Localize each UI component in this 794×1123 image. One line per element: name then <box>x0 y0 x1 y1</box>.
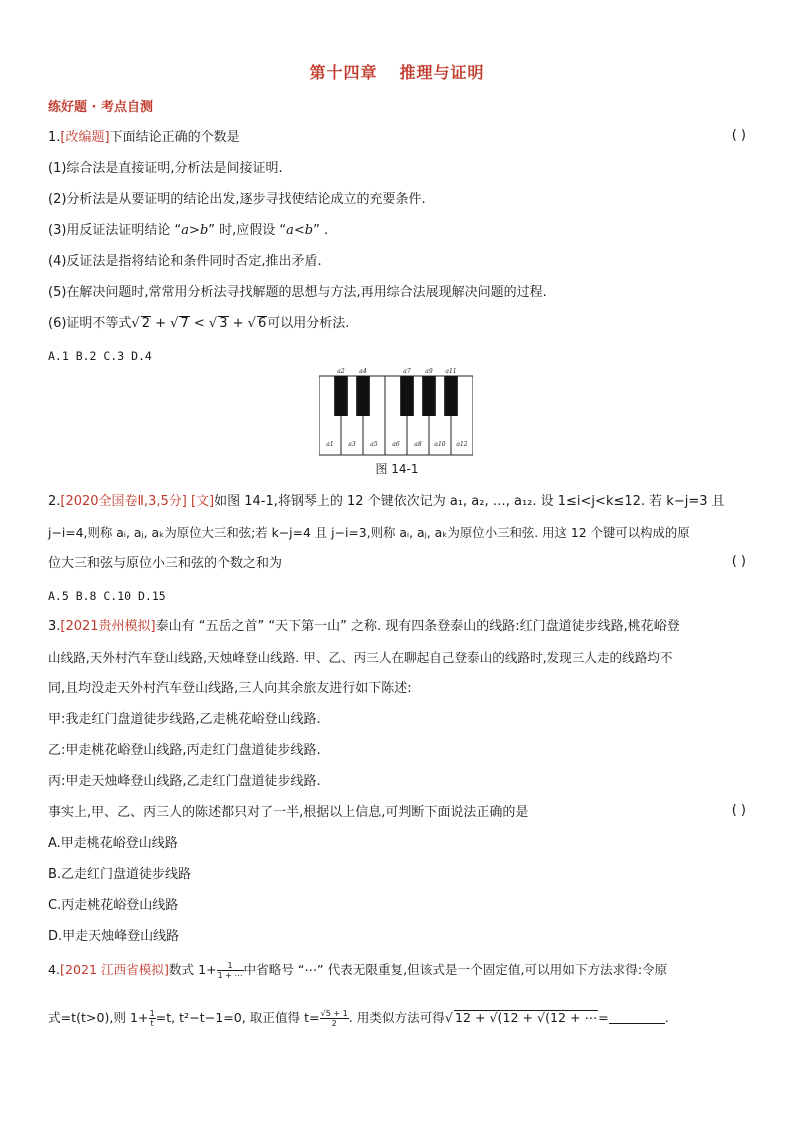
key-label: a12 <box>456 441 468 448</box>
chapter-title <box>0 60 794 83</box>
black-key <box>400 376 414 416</box>
period: . <box>664 1010 669 1025</box>
section-heading: 练好题 · 考点自测 <box>48 100 153 115</box>
q2-number: 2. <box>48 494 61 509</box>
q1-s3-expr: a>b <box>181 223 209 238</box>
q2-options: A.5 B.8 C.10 D.15 <box>48 589 166 603</box>
q4-text: =t, t²−t−1=0, 取正值得 t= <box>155 1010 320 1025</box>
q1-statement-1: (1)综合法是直接证明,分析法是间接证明. <box>48 161 283 176</box>
piano-keyboard-figure <box>319 364 473 456</box>
q1-s6-text: 可以用分析法. <box>267 316 350 331</box>
q2-line-2: j−i=4,则称 aᵢ, aⱼ, aₖ为原位大三和弦;若 k−j=4 且 j−i=3,则称 aᵢ, aⱼ, aₖ为原位小三和弦. 用这 12 个键可以构成的原 <box>48 525 690 540</box>
q4-fraction-3 <box>320 1009 349 1028</box>
q1-s3-part: ” . <box>313 223 329 238</box>
q4-number: 4. <box>48 962 61 977</box>
q1-s6-text: (6)证明不等式 <box>48 316 132 331</box>
q3-statement-bing: 丙:甲走天烛峰登山线路,乙走红门盘道徒步线路. <box>48 774 321 789</box>
q1-statement-6: (6)证明不等式√ 2 + √ 7 < √ 3 + √ 6可以用分析法. <box>48 316 350 331</box>
q1-stem <box>48 128 746 148</box>
q3-option-a: A.甲走桃花峪登山线路 <box>48 836 178 851</box>
q4-text: 数式 1+ <box>168 962 217 977</box>
piano-svg <box>319 364 473 456</box>
key-label: a7 <box>403 368 411 375</box>
numerator: 1 <box>217 961 244 971</box>
less-than-sign: < <box>189 316 209 331</box>
radicand: 3 <box>219 316 228 331</box>
denominator: t <box>150 1019 154 1028</box>
radicand: 6 <box>257 316 267 331</box>
q4-fraction-1 <box>217 961 244 980</box>
q2-line-1 <box>48 492 746 512</box>
q1-s3-part: (3)用反证法证明结论 “ <box>48 223 182 238</box>
key-label: a10 <box>434 441 446 448</box>
numerator: 1 <box>149 1009 155 1018</box>
key-label: a2 <box>337 368 345 375</box>
q1-stem-text: 下面结论正确的个数是 <box>109 130 240 145</box>
key-label: a5 <box>370 441 378 448</box>
plus-sign: + <box>151 316 171 331</box>
q3-line-4: 事实上,甲、乙、丙三人的陈述都只对了一半,根据以上信息,可判断下面说法正确的是 <box>48 805 529 820</box>
numerator: √5 + 1 <box>320 1009 348 1018</box>
q1-s3-part: ” 时,应假设 “ <box>208 223 287 238</box>
q2-answer-paren: ( ) <box>731 554 746 569</box>
black-key <box>444 376 458 416</box>
q3-line-3: 同,且均没走天外村汽车登山线路,三人向其余旅友进行如下陈述: <box>48 681 412 696</box>
q3-option-b: B.乙走红门盘道徒步线路 <box>48 867 192 882</box>
q2-text: 如图 14-1,将钢琴上的 12 个键依次记为 a₁, a₂, …, a₁₂. 设 1≤i<j<k≤12. 若 k−j=3 且 <box>214 494 725 509</box>
q1-statement-2: (2)分析法是从要证明的结论出发,逐步寻找使结论成立的充要条件. <box>48 192 426 207</box>
q3-statement-yi: 乙:甲走桃花峪登山线路,丙走红门盘道徒步线路. <box>48 743 321 758</box>
q1-answer-paren: ( ) <box>731 128 746 143</box>
equals-sign: = <box>598 1010 609 1025</box>
q2-line-3: 位大三和弦与原位小三和弦的个数之和为 <box>48 556 283 571</box>
q4-text: 中省略号 “⋯” 代表无限重复,但该式是一个固定值,可以用如下方法求得:令原 <box>243 962 668 977</box>
black-key <box>356 376 370 416</box>
radicand: 7 <box>180 316 189 331</box>
radicand: 2 <box>141 316 150 331</box>
q3-line-2: 山线路,天外村汽车登山线路,天烛峰登山线路. 甲、乙、丙三人在聊起自己登泰山的线路时,发现三人走的线路均不 <box>48 650 673 665</box>
chapter-number: 第十四章 <box>309 63 378 82</box>
q3-line-1 <box>48 617 746 637</box>
q1-options: A.1 B.2 C.3 D.4 <box>48 349 152 363</box>
q1-s3-expr: a<b <box>286 223 314 238</box>
key-label: a3 <box>348 441 356 448</box>
denominator: 1 + ⋯ <box>217 971 243 980</box>
q1-source: [改编题] <box>60 130 110 145</box>
key-label: a6 <box>392 441 400 448</box>
q3-answer-paren: ( ) <box>731 803 746 818</box>
q4-text: . 用类似方法可得 <box>348 1010 445 1025</box>
q3-statement-jia: 甲:我走红门盘道徒步线路,乙走桃花峪登山线路. <box>48 712 321 727</box>
q3-text: 泰山有 “五岳之首” “天下第一山” 之称. 现有四条登泰山的线路:红门盘道徒步线路,桃花峪登 <box>155 619 680 634</box>
q1-statement-4: (4)反证法是指将结论和条件同时否定,推出矛盾. <box>48 254 322 269</box>
answer-blank[interactable] <box>609 1011 665 1024</box>
q4-line-2: 式=t(t>0),则 1+ $\frac{1}{t}$ =t, t²−t−1=0, 取正值得 t= $\frac{√5 + 1}{2}$ . 用类似方法可得√ 12 + √(12 + √(12 + ⋯= . <box>48 1009 669 1028</box>
nested-radical: 12 + √(12 + √(12 + ⋯ <box>454 1010 598 1025</box>
q1-statement-3 <box>48 221 746 241</box>
q3-source: [2021贵州模拟] <box>60 619 156 634</box>
q4-fraction-2 <box>149 1009 156 1028</box>
key-label: a1 <box>326 441 334 448</box>
black-key <box>422 376 436 416</box>
key-label: a11 <box>445 368 457 375</box>
q3-option-c: C.丙走桃花峪登山线路 <box>48 898 179 913</box>
key-label: a9 <box>425 368 433 375</box>
plus-sign: + <box>228 316 248 331</box>
q3-option-d: D.甲走天烛峰登山线路 <box>48 929 180 944</box>
q3-number: 3. <box>48 619 61 634</box>
q4-source: [2021 江西省模拟] <box>60 962 169 977</box>
chapter-name: 推理与证明 <box>399 63 485 82</box>
figure-caption: 图 14-1 <box>375 462 419 476</box>
q4-line-1 <box>48 960 746 980</box>
black-key <box>334 376 348 416</box>
q1-number: 1. <box>48 130 61 145</box>
key-label: a8 <box>414 441 422 448</box>
q1-statement-5: (5)在解决问题时,常常用分析法寻找解题的思想与方法,再用综合法展现解决问题的过程. <box>48 285 547 300</box>
q4-text: 式=t(t>0),则 1+ <box>48 1010 149 1025</box>
denominator: 2 <box>331 1019 337 1028</box>
key-label: a4 <box>359 368 367 375</box>
q2-source: [2020全国卷Ⅱ,3,5分] [文] <box>60 494 215 509</box>
